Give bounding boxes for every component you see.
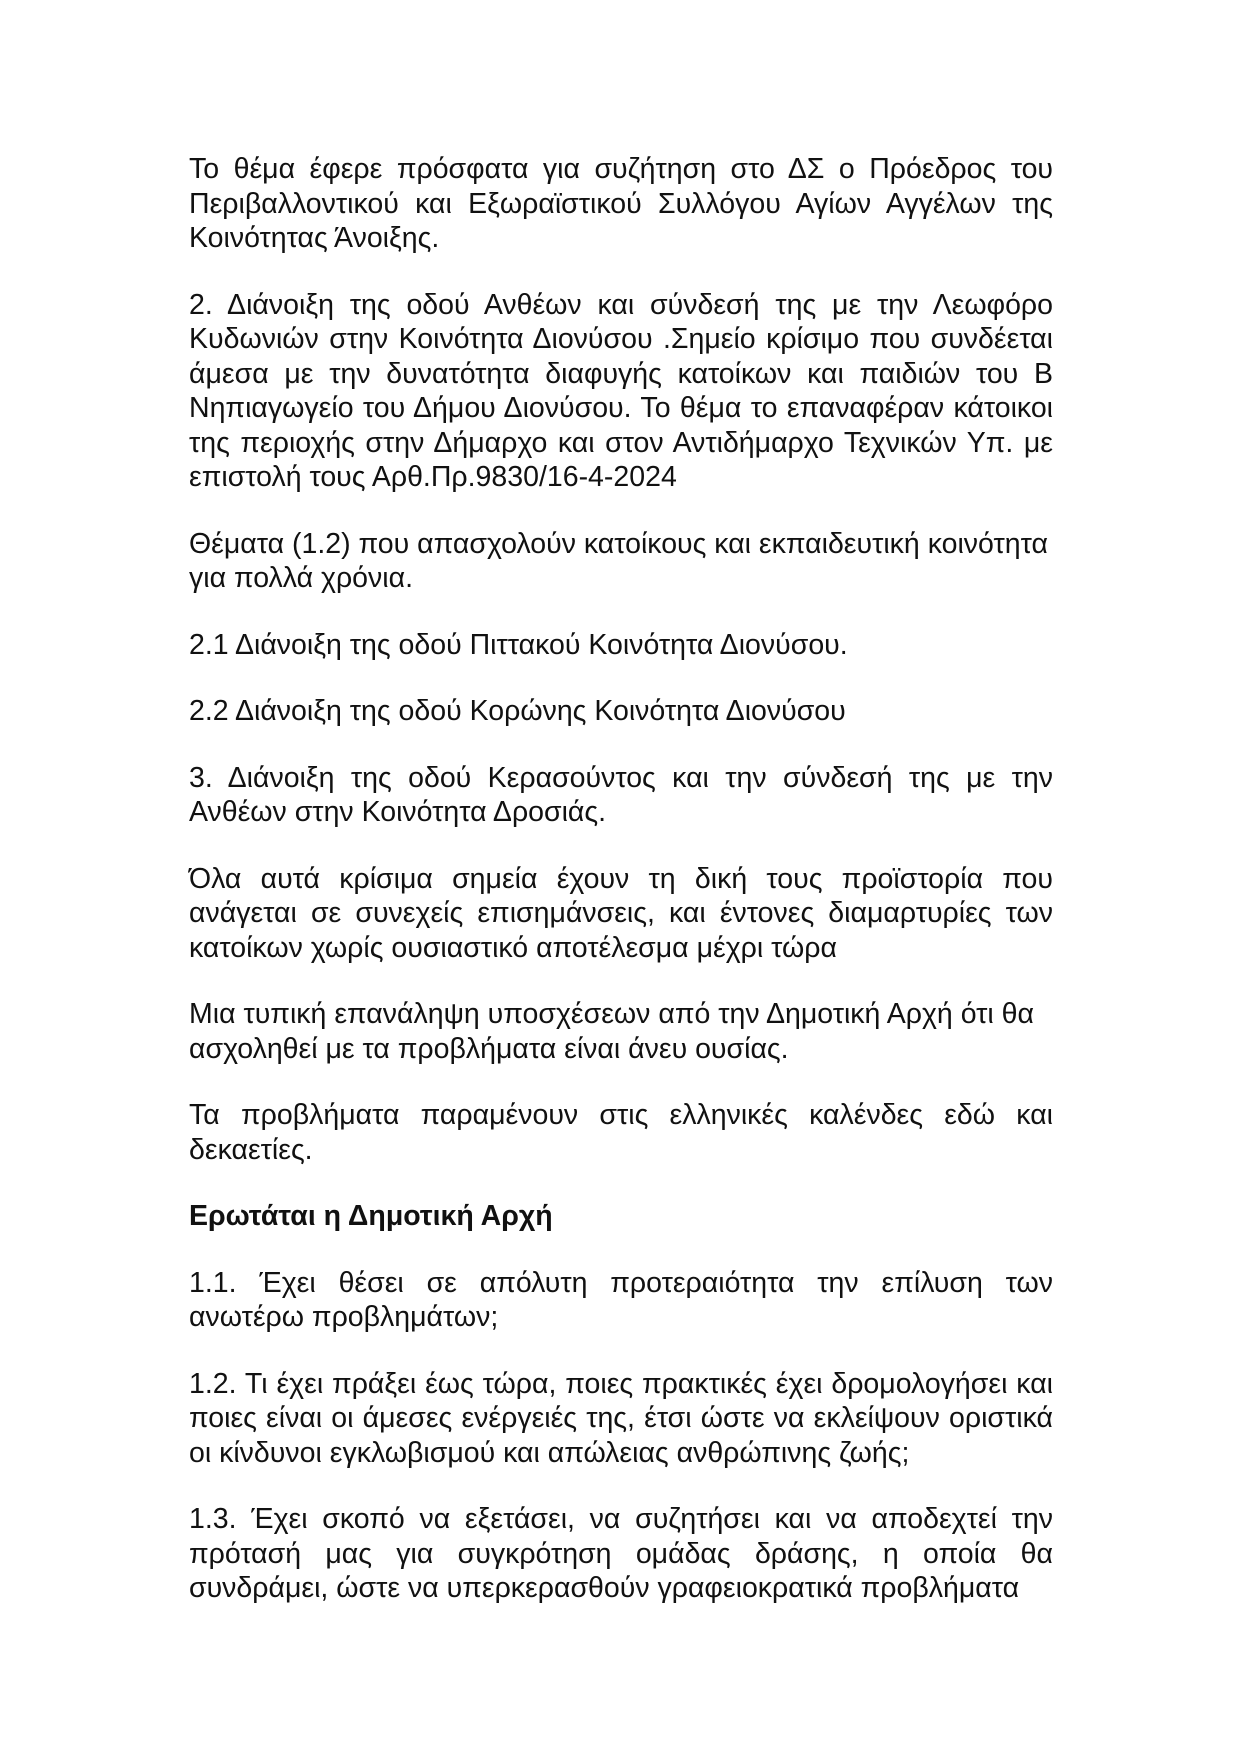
paragraph-topics-note: Θέματα (1.2) που απασχολούν κατοίκους και εκπαιδευτική κοινότητα για πολλά χρόνια. [189,527,1048,594]
question-1-3: 1.3. Έχει σκοπό να εξετάσει, να συζητήσει και να αποδεχτεί την πρότασή μας για συγκρότηση ομάδας δράσης, η οποία θα συνδράμει, ώστε να υπερκερασθούν γραφειοκρατικά προβλήματα [189,1503,1053,1604]
paragraph-item-2-2: 2.2 Διάνοιξη της οδού Κορώνης Κοινότητα Διονύσου [189,695,846,727]
question-1-1: 1.1. Έχει θέσει σε απόλυτη προτεραιότητα την επίλυση των ανωτέρω προβλημάτων; [189,1266,1053,1333]
paragraph-problems-remain: Τα προβλήματα παραμένουν στις ελληνικές καλένδες εδώ και δεκαετίες. [189,1099,1053,1166]
paragraph-item-3: 3. Διάνοιξη της οδού Κερασούντος και την σύνδεσή της με την Ανθέων στην Κοινότητα Δροσιάς. [189,761,1053,828]
paragraph-item-2: 2. Διάνοιξη της οδού Ανθέων και σύνδεσή της με την Λεωφόρο Κυδωνιών στην Κοινότητα Διονύσου .Σημείο κρίσιμο που συνδέεται άμεσα με την δυνατότητα διαφυγής κατοίκων και παιδιών του Β Νηπιαγωγείο του Δήμου Διονύσου. Το θέμα το επαναφέραν κάτοικοι της περιοχής στην Δήμαρχο και στον Αντιδήμαρχο Τεχνικών Υπ. με επιστολή τους Αρθ.Πρ.9830/16-4-2024 [189,288,1053,493]
paragraph-promises: Μια τυπική επανάληψη υποσχέσεων από την Δημοτική Αρχή ότι θα ασχοληθεί με τα προβλήματα είναι άνευ ουσίας. [189,998,1034,1065]
paragraph-item-2-1: 2.1 Διάνοιξη της οδού Πιττακού Κοινότητα Διονύσου. [189,628,848,661]
document-page [189,152,1053,1606]
questions-heading: Ερωτάται η Δημοτική Αρχή [189,1200,553,1232]
paragraph-intro: Το θέμα έφερε πρόσφατα για συζήτηση στο ΔΣ ο Πρόεδρος του Περιβαλλοντικού και Εξωραϊστικού Συλλόγου Αγίων Αγγέλων της Κοινότητας Άνοιξης. [189,153,1053,254]
question-1-2: 1.2. Τι έχει πράξει έως τώρα, ποιες πρακτικές έχει δρομολογήσει και ποιες είναι οι άμεσες ενέργειές της, έτσι ώστε να εκλείψουν οριστικά οι κίνδυνοι εγκλωβισμού και απώλειας ανθρώπινης ζωής; [189,1367,1053,1469]
paragraph-critical-points: Όλα αυτά κρίσιμα σημεία έχουν τη δική τους προϊστορία που ανάγεται σε συνεχείς επισημάνσεις, και έντονες διαμαρτυρίες των κατοίκων χωρίς ουσιαστικό αποτέλεσμα μέχρι τώρα [189,862,1053,964]
